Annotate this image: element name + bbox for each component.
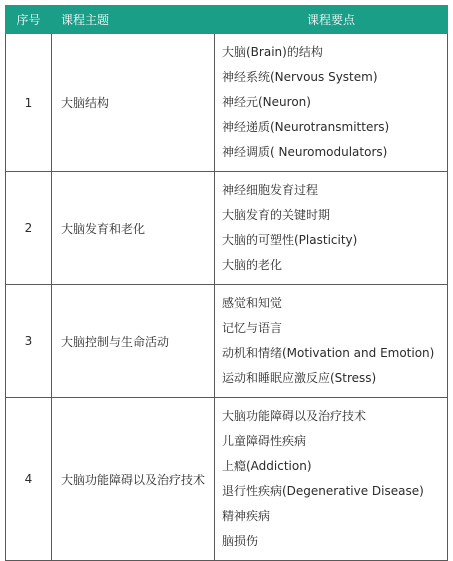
row-topic: 大脑功能障碍以及治疗技术 bbox=[52, 398, 215, 561]
row-number: 2 bbox=[6, 172, 52, 285]
point-item: 动机和情绪(Motivation and Emotion) bbox=[222, 346, 435, 360]
table-body bbox=[6, 34, 448, 561]
table-row bbox=[6, 398, 448, 561]
point-item: 神经递质(Neurotransmitters) bbox=[222, 120, 390, 134]
point-item: 神经细胞发育过程 bbox=[222, 183, 319, 197]
row-points bbox=[215, 285, 448, 398]
row-points bbox=[215, 398, 448, 561]
row-number: 1 bbox=[6, 34, 52, 172]
point-item: 运动和睡眠应激反应(Stress) bbox=[222, 371, 377, 385]
table-row bbox=[6, 285, 448, 398]
row-topic: 大脑控制与生命活动 bbox=[52, 285, 215, 398]
table-row bbox=[6, 172, 448, 285]
point-item: 精神疾病 bbox=[222, 509, 271, 523]
point-item: 上瘾(Addiction) bbox=[222, 459, 312, 473]
point-item: 神经元(Neuron) bbox=[222, 95, 311, 109]
table-header-row bbox=[6, 6, 448, 34]
point-item: 儿童障碍性疾病 bbox=[222, 434, 307, 448]
point-item: 神经系统(Nervous System) bbox=[222, 70, 378, 84]
point-item: 感觉和知觉 bbox=[222, 296, 283, 310]
point-item: 大脑功能障碍以及治疗技术 bbox=[222, 409, 367, 423]
point-item: 大脑的可塑性(Plasticity) bbox=[222, 233, 358, 247]
row-points bbox=[215, 172, 448, 285]
point-item: 记忆与语言 bbox=[222, 321, 283, 335]
header-number: 序号 bbox=[6, 6, 52, 34]
course-table bbox=[5, 5, 448, 561]
row-points bbox=[215, 34, 448, 172]
point-item: 退行性疾病(Degenerative Disease) bbox=[222, 484, 424, 498]
row-topic: 大脑发育和老化 bbox=[52, 172, 215, 285]
point-item: 大脑发育的关键时期 bbox=[222, 208, 331, 222]
point-item: 脑损伤 bbox=[222, 534, 259, 548]
point-item: 大脑(Brain)的结构 bbox=[222, 45, 323, 59]
table-row bbox=[6, 34, 448, 172]
point-item: 大脑的老化 bbox=[222, 258, 283, 272]
row-number: 4 bbox=[6, 398, 52, 561]
header-points: 课程要点 bbox=[215, 6, 448, 34]
row-topic: 大脑结构 bbox=[52, 34, 215, 172]
header-topic: 课程主题 bbox=[52, 6, 215, 34]
point-item: 神经调质( Neuromodulators) bbox=[222, 145, 388, 159]
row-number: 3 bbox=[6, 285, 52, 398]
